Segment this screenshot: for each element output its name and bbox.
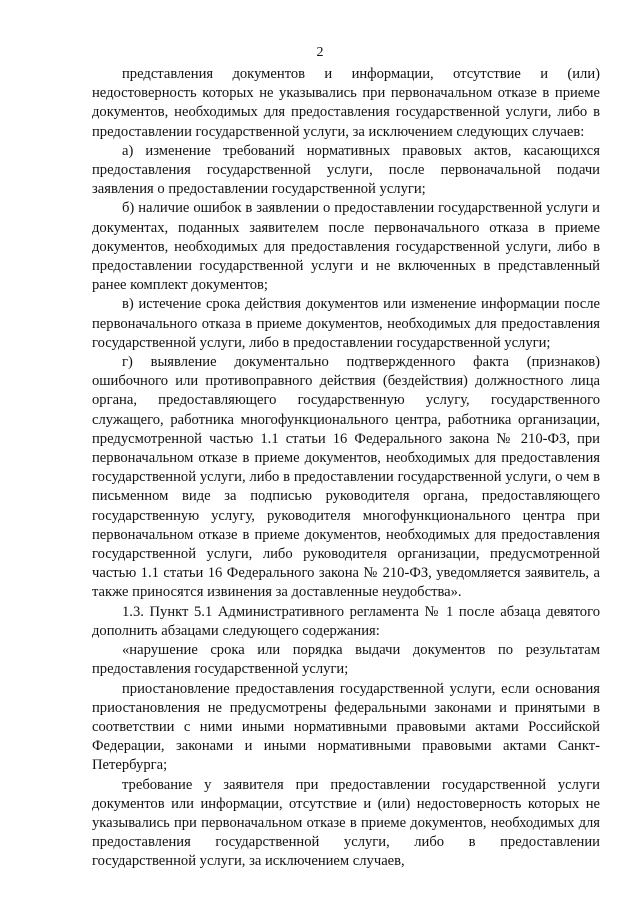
- paragraph-item-a: а) изменение требований нормативных правовых актов, касающихся предоставления государственной услуги, после первоначальной подачи заявления о предоставлении государственной услуги;: [92, 142, 600, 198]
- paragraph-item-g: г) выявление документально подтвержденного факта (признаков) ошибочного или противоправного действия (бездействия) должностного лица органа, предоставляющего государственную услугу, государственного служащего, работника многофункционального центра, работника организации, предусмотренной частью 1.1 статьи 16 Федерального закона № 210-ФЗ, при первоначальном отказе в приеме документов, необходимых для предоставления государственной услуги, либо в предоставлении государственной услуги, о чем в письменном виде за подписью руководителя органа, предоставляющего государственную услугу, руководителя многофункционального центра при первоначальном отказе в приеме документов, необходимых для предоставления государственной услуги, либо руководителя организации, предусмотренной частью 1.1 статьи 16 Федерального закона № 210-ФЗ, уведомляется заявитель, а также приносятся извинения за доставленные неудобства».: [92, 354, 600, 601]
- paragraph-clause-1-3: 1.3. Пункт 5.1 Административного регламента № 1 после абзаца девятого дополнить абзацами следующего содержания:: [92, 603, 600, 639]
- page-number: 2: [316, 45, 324, 60]
- document-body: [92, 65, 600, 872]
- paragraph-added-1: «нарушение срока или порядка выдачи документов по результатам предоставления государственной услуги;: [92, 642, 600, 678]
- paragraph-continuation: представления документов и информации, отсутствие и (или) недостоверность которых не указывались при первоначальном отказе в приеме документов, необходимых для предоставления государственной услуги, либо в предоставлении государственной услуги, за исключением следующих случаев:: [92, 66, 600, 140]
- paragraph-item-b: б) наличие ошибок в заявлении о предоставлении государственной услуги и документах, поданных заявителем после первоначального отказа в приеме документов, необходимых для предоставления государственной услуги, либо в предоставлении государственной услуги и не включенных в представленный ранее комплект документов;: [92, 200, 600, 294]
- paragraph-added-2: приостановление предоставления государственной услуги, если основания приостановления не предусмотрены федеральными законами и принятыми в соответствии с ними иными нормативными правовыми актами Российской Федерации, законами и иными нормативными правовыми актами Санкт-Петербурга;: [92, 680, 600, 774]
- paragraph-item-v: в) истечение срока действия документов или изменение информации после первоначального отказа в приеме документов, необходимых для предоставления государственной услуги, либо в предоставлении государственной услуги;: [92, 296, 600, 351]
- paragraph-added-3: требование у заявителя при предоставлении государственной услуги документов или информации, отсутствие и (или) недостоверность которых не указывались при первоначальном отказе в приеме документов, необходимых для предоставления государственной услуги, либо в предоставлении государственной услуги, за исключением случаев,: [92, 776, 600, 870]
